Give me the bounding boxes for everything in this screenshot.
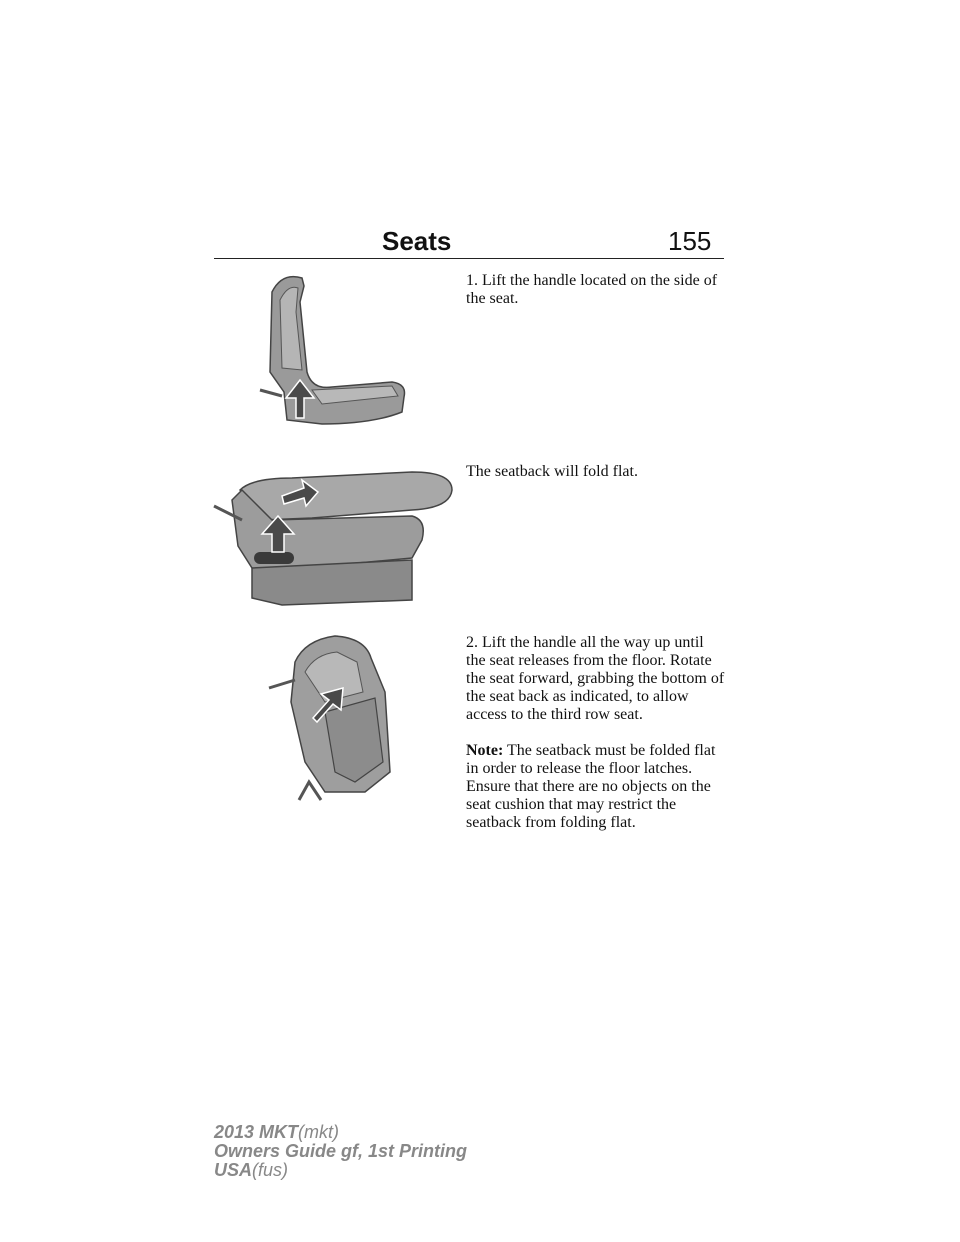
- note-label: Note:: [466, 742, 504, 759]
- footer-guide: Owners Guide gf, 1st Printing: [214, 1141, 468, 1161]
- step-2-text: 2. Lift the handle all the way up until the seat releases from the floor. Rotate the seat forward, grabbing the bottom of the seat back as indicated, to allow access to the third row seat.: [466, 634, 725, 723]
- note-text: The seatback must be folded flat in order to release the floor latches. Ensure that there are no objects on the seat cushion that may restrict the seatback from folding flat.: [466, 742, 716, 831]
- step-1-text: 1. Lift the handle located on the side of the seat.: [466, 272, 718, 307]
- footer-region-code: (fus): [252, 1160, 289, 1180]
- seat-folded-illustration: [212, 460, 458, 610]
- header-rule: [214, 258, 724, 259]
- seat-upright-illustration: [252, 272, 412, 432]
- footer-model-code: (mkt): [298, 1122, 340, 1142]
- section-title: Seats: [382, 226, 452, 256]
- note-paragraph: [466, 742, 726, 832]
- page-number: 155: [668, 226, 712, 256]
- seat-rotated-illustration: [265, 632, 395, 812]
- footer: [214, 1123, 467, 1180]
- footer-region: USA: [214, 1160, 253, 1180]
- step-1-result-text: The seatback will fold flat.: [466, 463, 638, 480]
- footer-model: 2013 MKT: [214, 1122, 299, 1142]
